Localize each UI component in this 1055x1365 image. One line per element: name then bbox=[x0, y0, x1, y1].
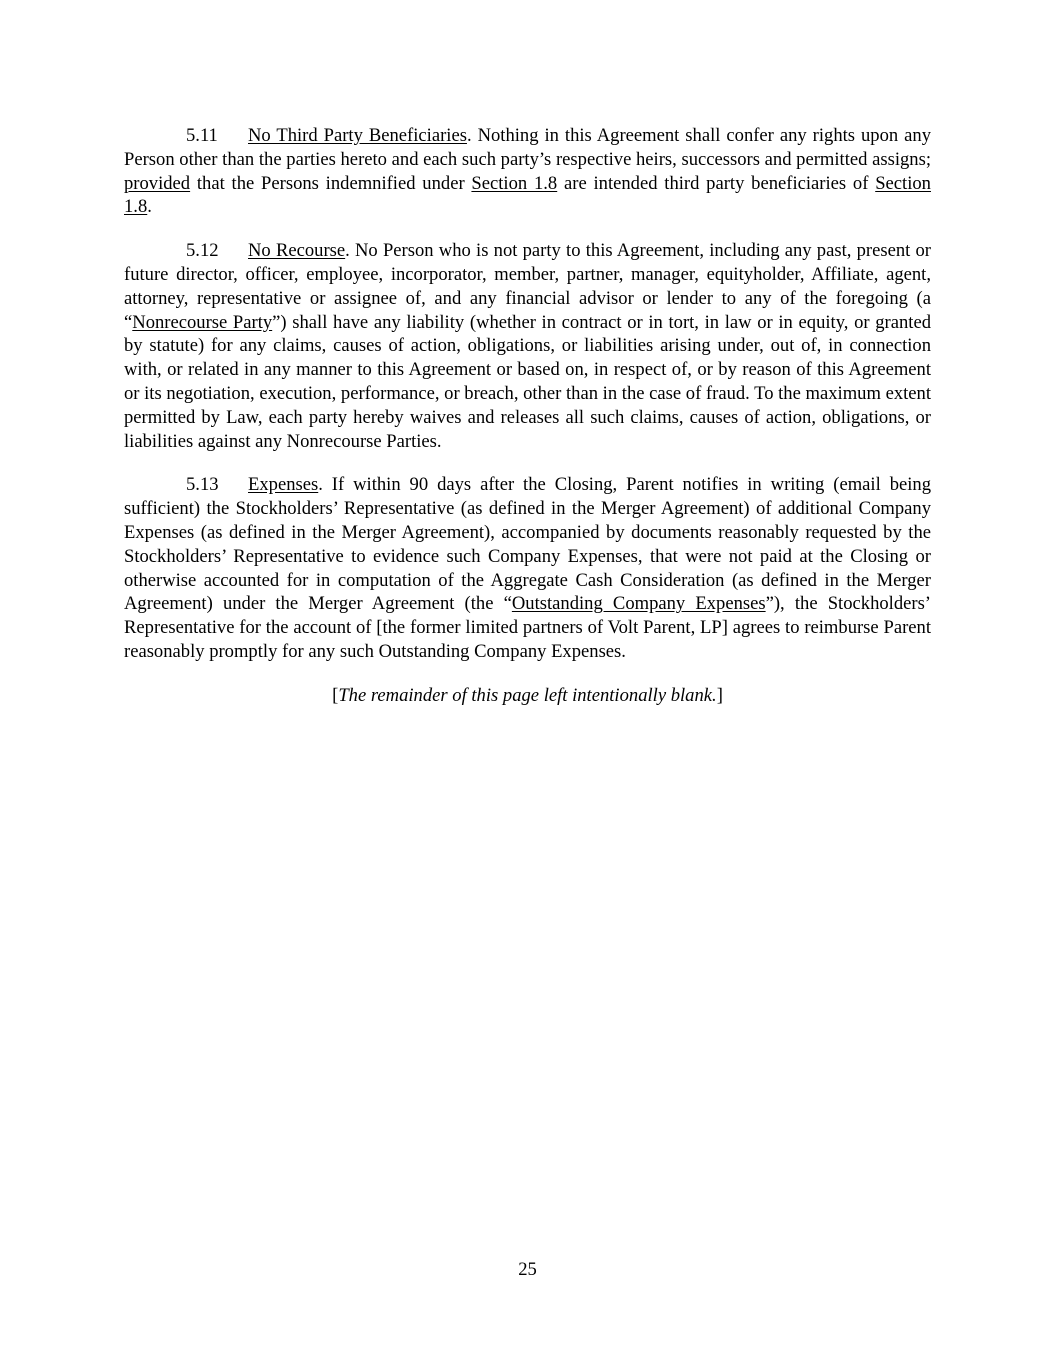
provided-term: provided bbox=[124, 172, 191, 194]
section-text: . Nothing in this Agreement shall confer any rights upon any Person other than the parties hereto and each such party’s respective heirs, successors and permitted assigns; bbox=[124, 125, 931, 170]
blank-notice-text: The remainder of this page left intentionally blank. bbox=[338, 684, 717, 706]
blank-page-notice bbox=[124, 684, 931, 708]
section-text: ”) shall have any liability (whether in contract or in tort, in law or in equity, or granted by statute) for any claims, causes of action, obligations, or liabilities arising under, out of, in connection with, or related in any manner to this Agreement or based on, in respect of, or by reason of this Agreement or its negotiation, execution, performance, or breach, other than in the case of fraud. To the maximum extent permitted by Law, each party hereby waives and releases all such claims, causes of action, obligations, or liabilities against any Nonrecourse Parties. bbox=[124, 311, 931, 452]
section-text: . If within 90 days after the Closing, Parent notifies in writing (email being sufficient) the Stockholders’ Representative (as defined in the Merger Agreement) of additional Company Expenses (as defined in the Merger Agreement), accompanied by documents reasonably requested by the Stockholders’ Representative to evidence such Company Expenses, that were not paid at the Closing or otherwise accounted for in computation of the Aggregate Cash Consideration (as defined in the Merger Agreement) under the Merger Agreement (the “ bbox=[124, 474, 931, 615]
bracket-open: [ bbox=[332, 684, 339, 706]
section-number: 5.13 bbox=[186, 474, 219, 496]
section-reference: Section 1.8 bbox=[471, 172, 558, 194]
section-heading: No Third Party Beneficiaries bbox=[248, 125, 467, 146]
section-text: . No Person who is not party to this Agreement, including any past, present or future director, officer, employee, incorporator, member, partner, manager, equityholder, Affiliate, agent, attorney, representative or assignee of, and any financial advisor or lender to any of the foregoing (a “ bbox=[124, 240, 931, 333]
section-number: 5.12 bbox=[186, 240, 219, 262]
section-heading: Expenses bbox=[248, 474, 319, 496]
section-text: are intended third party beneficiaries of bbox=[557, 172, 876, 194]
document-body bbox=[124, 124, 931, 708]
page-number: 25 bbox=[518, 1259, 537, 1280]
section-text: that the Persons indemnified under bbox=[190, 172, 472, 194]
section-text: ”), the Stockholders’ Representative for the account of [the former limited partners of Volt Parent, LP] agrees to reimburse Parent reasonably promptly for any such Outstanding Company Expenses. bbox=[124, 593, 932, 662]
section-text: . bbox=[147, 196, 152, 218]
section-heading: No Recourse bbox=[248, 240, 346, 262]
defined-term: Nonrecourse Party bbox=[132, 311, 273, 333]
section-5-12 bbox=[124, 239, 931, 453]
section-5-13 bbox=[124, 473, 931, 663]
bracket-close: ] bbox=[716, 684, 723, 706]
section-5-11 bbox=[124, 124, 931, 219]
section-reference: Section 1.8 bbox=[124, 172, 931, 218]
defined-term: Outstanding Company Expenses bbox=[511, 593, 766, 615]
section-number: 5.11 bbox=[186, 125, 218, 146]
